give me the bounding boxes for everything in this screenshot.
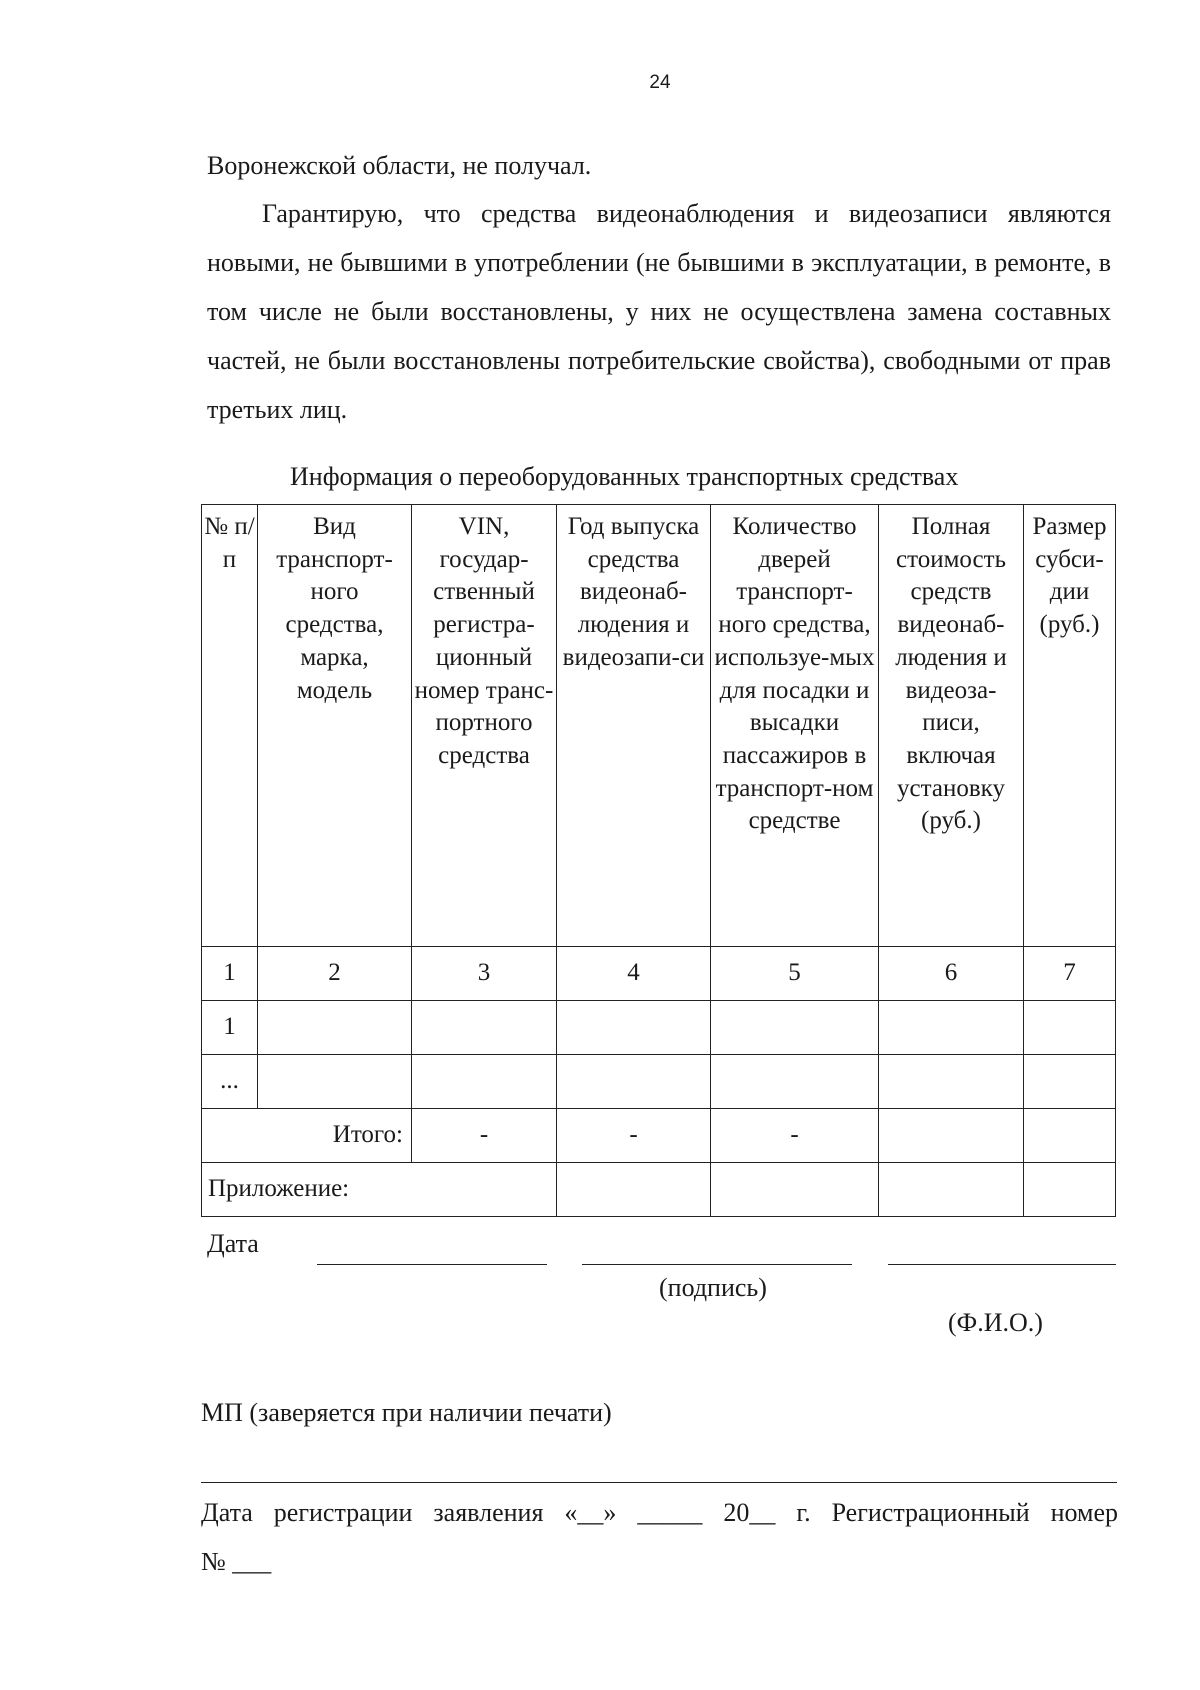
appendix-cell xyxy=(711,1163,879,1217)
table-cell xyxy=(557,1001,711,1055)
table-cell xyxy=(879,1055,1024,1109)
appendix-cell xyxy=(557,1163,711,1217)
total-cell: - xyxy=(557,1109,711,1163)
table-cell xyxy=(258,1001,412,1055)
stamp-note: МП (заверяется при наличии печати) xyxy=(201,1398,612,1427)
header-cell: Вид транспорт-ного средства, марка, модель xyxy=(258,505,412,947)
header-cell: Размер субси-дии (руб.) xyxy=(1024,505,1116,947)
total-cell: - xyxy=(412,1109,557,1163)
guarantee-paragraph: Гарантирую, что средства видеонаблюдения и видеозаписи являются новыми, не бывшими в употреблении (не бывшими в эксплуатации, в ремонте, в том числе не были восстановлены, у них не осуществлена замена составных частей, не были восстановлены потребительские свойства), свободными от прав третьих лиц. xyxy=(207,199,1111,424)
appendix-label: Приложение: xyxy=(202,1163,557,1217)
name-caption: (Ф.И.О.) xyxy=(948,1308,1043,1337)
table-cell xyxy=(879,1001,1024,1055)
header-cell: № п/п xyxy=(202,505,258,947)
appendix-cell xyxy=(879,1163,1024,1217)
signature-caption: (подпись) xyxy=(659,1273,767,1302)
header-cell: Количество дверей транспорт-ного средства, используе-мых для посадки и высадки пассажиров в транспорт-ном средстве xyxy=(711,505,879,947)
table-cell: ... xyxy=(202,1055,258,1109)
column-number-cell: 7 xyxy=(1024,947,1116,1001)
appendix-row xyxy=(202,1163,1116,1217)
table-cell xyxy=(711,1001,879,1055)
registration-number: № ___ xyxy=(201,1547,272,1576)
table-row xyxy=(202,1001,1116,1055)
separator-line xyxy=(201,1482,1117,1483)
page-number: 24 xyxy=(649,72,671,93)
total-cell xyxy=(1024,1109,1116,1163)
registration-line: Дата регистрации заявления «__» _____ 20__ г. Регистрационный номер xyxy=(201,1498,1118,1527)
total-label: Итого: xyxy=(202,1109,412,1163)
vehicle-info-table xyxy=(201,504,1116,1217)
header-cell: VIN, государ-ственный регистра-ционный номер транс-портного средства xyxy=(412,505,557,947)
header-cell: Год выпуска средства видеонаб-людения и видеозапи-си xyxy=(557,505,711,947)
name-line xyxy=(888,1264,1116,1265)
column-number-cell: 6 xyxy=(879,947,1024,1001)
total-cell: - xyxy=(711,1109,879,1163)
table-header-row xyxy=(202,505,1116,947)
total-cell xyxy=(879,1109,1024,1163)
total-row xyxy=(202,1109,1116,1163)
signature-line xyxy=(582,1264,852,1265)
column-number-cell: 2 xyxy=(258,947,412,1001)
paragraph-1: Воронежской области, не получал. xyxy=(207,151,592,180)
table-cell xyxy=(711,1055,879,1109)
column-number-cell: 4 xyxy=(557,947,711,1001)
table-cell: 1 xyxy=(202,1001,258,1055)
date-label: Дата xyxy=(207,1229,259,1258)
table-cell xyxy=(1024,1001,1116,1055)
table-cell xyxy=(258,1055,412,1109)
table-cell xyxy=(412,1055,557,1109)
table-cell xyxy=(1024,1055,1116,1109)
table-row xyxy=(202,1055,1116,1109)
header-cell: Полная стоимость средств видеонаб-людения и видеоза-писи, включая установку (руб.) xyxy=(879,505,1024,947)
column-number-row xyxy=(202,947,1116,1001)
column-number-cell: 3 xyxy=(412,947,557,1001)
column-number-cell: 5 xyxy=(711,947,879,1001)
table-title: Информация о переоборудованных транспортных средствах xyxy=(290,462,959,491)
appendix-cell xyxy=(1024,1163,1116,1217)
table-cell xyxy=(557,1055,711,1109)
table-cell xyxy=(412,1001,557,1055)
column-number-cell: 1 xyxy=(202,947,258,1001)
date-line xyxy=(317,1264,547,1265)
